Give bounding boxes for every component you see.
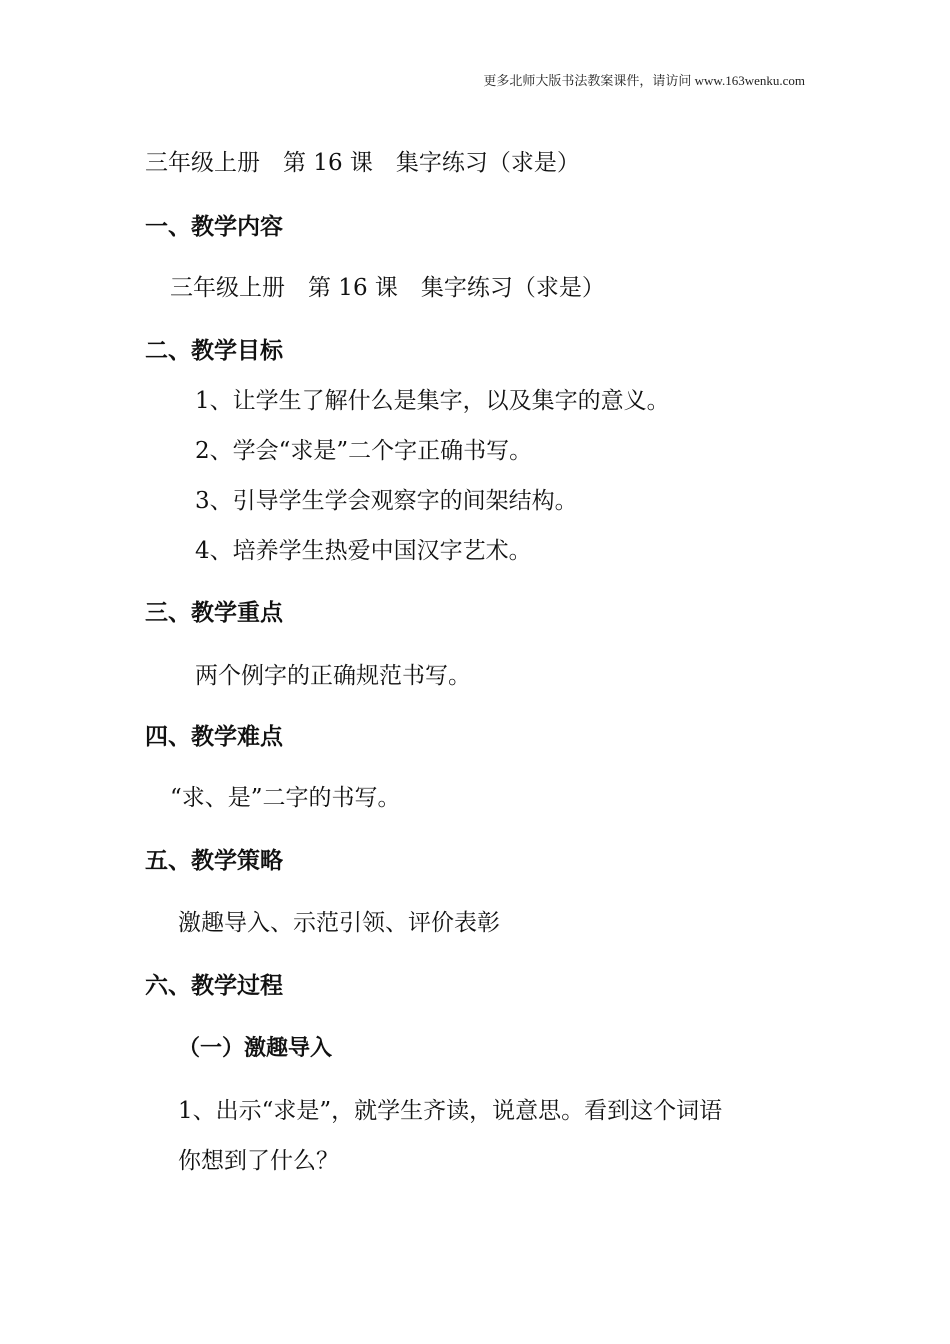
section-heading-goals: 二、教学目标 [145,338,283,364]
section-heading-process: 六、教学过程 [145,973,283,999]
section-heading-key-points: 三、教学重点 [145,600,283,626]
section-body-content: 三年级上册 第 16 课 集字练习（求是） [170,275,605,301]
process-paragraph-line: 1、出示“求是”，就学生齐读，说意思。看到这个词语 [178,1098,723,1124]
goal-item: 2、学会“求是”二个字正确书写。 [195,438,533,464]
goal-item: 3、引导学生学会观察字的间架结构。 [195,488,578,514]
goal-item: 4、培养学生热爱中国汉字艺术。 [195,538,532,564]
lesson-title: 三年级上册 第 16 课 集字练习（求是） [145,150,580,176]
section-body-key-points: 两个例字的正确规范书写。 [195,663,471,689]
section-body-difficulties: “求、是”二字的书写。 [170,785,401,811]
process-paragraph-line: 你想到了什么？ [178,1148,339,1174]
section-heading-difficulties: 四、教学难点 [145,724,283,750]
goal-item: 1、让学生了解什么是集字，以及集字的意义。 [195,388,670,414]
header-note: 更多北师大版书法教案课件，请访问 www.163wenku.com [483,73,805,88]
section-body-strategy: 激趣导入、示范引领、评价表彰 [178,910,500,936]
section-heading-strategy: 五、教学策略 [145,848,283,874]
process-sub-heading: （一）激趣导入 [178,1036,333,1061]
section-heading-content: 一、教学内容 [145,214,283,240]
